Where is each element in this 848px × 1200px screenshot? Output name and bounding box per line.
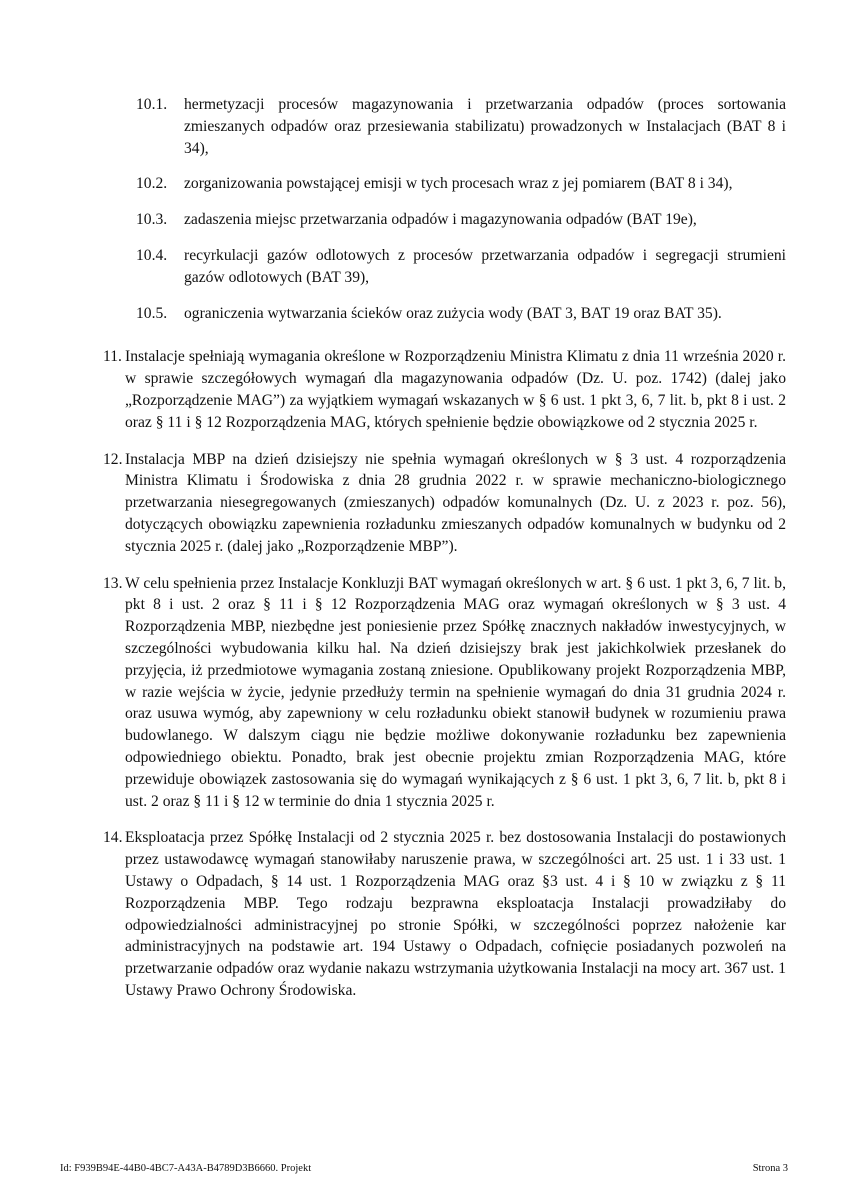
sub-item-text: ograniczenia wytwarzania ścieków oraz zużycia wody (BAT 3, BAT 19 oraz BAT 35). [184, 304, 722, 322]
sub-item [136, 209, 786, 231]
sub-item [136, 173, 786, 195]
paragraph-number: 12. [103, 450, 123, 468]
numbered-paragraph [103, 573, 786, 813]
sub-item [136, 245, 786, 289]
sub-item-text: zorganizowania powstającej emisji w tych procesach wraz z jej pomiarem (BAT 8 i 34), [184, 175, 733, 193]
sub-item-list [126, 94, 786, 324]
paragraph-text: Instalacja MBP na dzień dzisiejszy nie spełnia wymagań określonych w § 3 ust. 4 rozporządzenia Ministra Klimatu i Środowiska z dnia 28 grudnia 2022 r. w sprawie mechaniczno-biologicznego przetwarzania niesegregowanych (zmieszanych) odpadów komunalnych (Dz. U. z 2023 r. poz. 56), dotyczących obowiązku zapewnienia rozładunku zmieszanych odpadów komunalnych w budynku od 2 stycznia 2025 r. (dalej jako „Rozporządzenie MBP”). [125, 450, 786, 555]
paragraph-text: W celu spełnienia przez Instalacje Konkluzji BAT wymagań określonych w art. § 6 ust. 1 pkt 3, 6, 7 lit. b, pkt 8 i ust. 2 oraz § 11 i § 12 Rozporządzenia MAG oraz wymagań określonych w § 3 ust. 4 Rozporządzenia MBP, niezbędne jest poniesienie przez Spółkę znacznych nakładów inwestycyjnych, w szczególności wybudowania kilku hal. Na dzień dzisiejszy brak jest jakichkolwiek przesłanek do przyjęcia, iż przedmiotowe wymagania zostaną zniesione. Opublikowany projekt Rozporządzenia MBP, w razie wejścia w życie, jedynie przedłuży termin na spełnienie wymagań do dnia 31 grudnia 2024 r. oraz usuwa wymóg, aby zapewniony w celu rozładunku obiekt stanowił budynek w rozumieniu prawa budowlanego. W dalszym ciągu nie będzie możliwe dokonywanie rozładunku bez zapewnienia odpowiedniego obiektu. Ponadto, brak jest obecnie projektu zmian Rozporządzenia MAG, które przewiduje obowiązek zastosowania się do wymagań wynikających z § 6 ust. 1 pkt 3, 6, 7 lit. b, pkt 8 i ust. 2 oraz § 11 i § 12 w terminie do dnia 1 stycznia 2025 r. [125, 574, 786, 810]
numbered-paragraph [103, 827, 786, 1001]
paragraph-number: 14. [103, 829, 123, 847]
paragraph-number: 13. [103, 574, 123, 592]
sub-item-text: zadaszenia miejsc przetwarzania odpadów i magazynowania odpadów (BAT 19e), [184, 211, 697, 229]
sub-item [136, 94, 786, 159]
sub-item-number: 10.4. [136, 246, 168, 264]
paragraph-number: 11. [103, 348, 122, 366]
sub-item-number: 10.1. [136, 96, 168, 113]
document-body [103, 94, 786, 1017]
sub-item-number: 10.5. [136, 304, 168, 322]
paragraph-text: Instalacje spełniają wymagania określone w Rozporządzeniu Ministra Klimatu z dnia 11 września 2020 r. w sprawie szczegółowych wymagań dla magazynowania odpadów (Dz. U. poz. 1742) (dalej jako „Rozporządzenie MAG”) za wyjątkiem wymagań wskazanych w § 6 ust. 1 pkt 3, 6, 7 lit. b, pkt 8 i ust. 2 oraz § 11 i § 12 Rozporządzenia MAG, których spełnienie będzie obowiązkowe od 2 stycznia 2025 r. [125, 348, 786, 431]
sub-item-text: hermetyzacji procesów magazynowania i przetwarzania odpadów (proces sortowania zmieszanych odpadów oraz przesiewania stabilizatu) prowadzonych w Instalacjach (BAT 8 i 34), [184, 96, 786, 157]
numbered-paragraph [103, 449, 786, 558]
page-number: Strona 3 [752, 1163, 788, 1174]
numbered-paragraph [103, 346, 786, 433]
sub-item [136, 303, 786, 325]
paragraph-text: Eksploatacja przez Spółkę Instalacji od 2 stycznia 2025 r. bez dostosowania Instalacji do postawionych przez ustawodawcę wymagań stanowiłaby naruszenie prawa, w szczególności art. 25 ust. 1 i 33 ust. 1 Ustawy o Odpadach, § 14 ust. 1 Rozporządzenia MAG oraz §3 ust. 4 i § 10 w związku z § 11 Rozporządzenia MBP. Tego rodzaju bezprawna eksploatacja Instalacji prowadziłaby do odpowiedzialności administracyjnej po stronie Spółki, w szczególności poprzez nałożenie kar administracyjnych na podstawie art. 194 Ustawy o Odpadach, cofnięcie posiadanych pozwoleń na przetwarzanie odpadów oraz wydanie nakazu wstrzymania użytkowania Instalacji na mocy art. 367 ust. 1 Ustawy Prawo Ochrony Środowiska. [125, 829, 786, 999]
document-id: Id: F939B94E-44B0-4BC7-A43A-B4789D3B6660. Projekt [60, 1163, 312, 1174]
sub-item-number: 10.2. [136, 175, 168, 193]
sub-item-number: 10.3. [136, 211, 168, 229]
sub-item-text: recyrkulacji gazów odlotowych z procesów przetwarzania odpadów i segregacji strumieni gazów odlotowych (BAT 39), [184, 246, 786, 286]
